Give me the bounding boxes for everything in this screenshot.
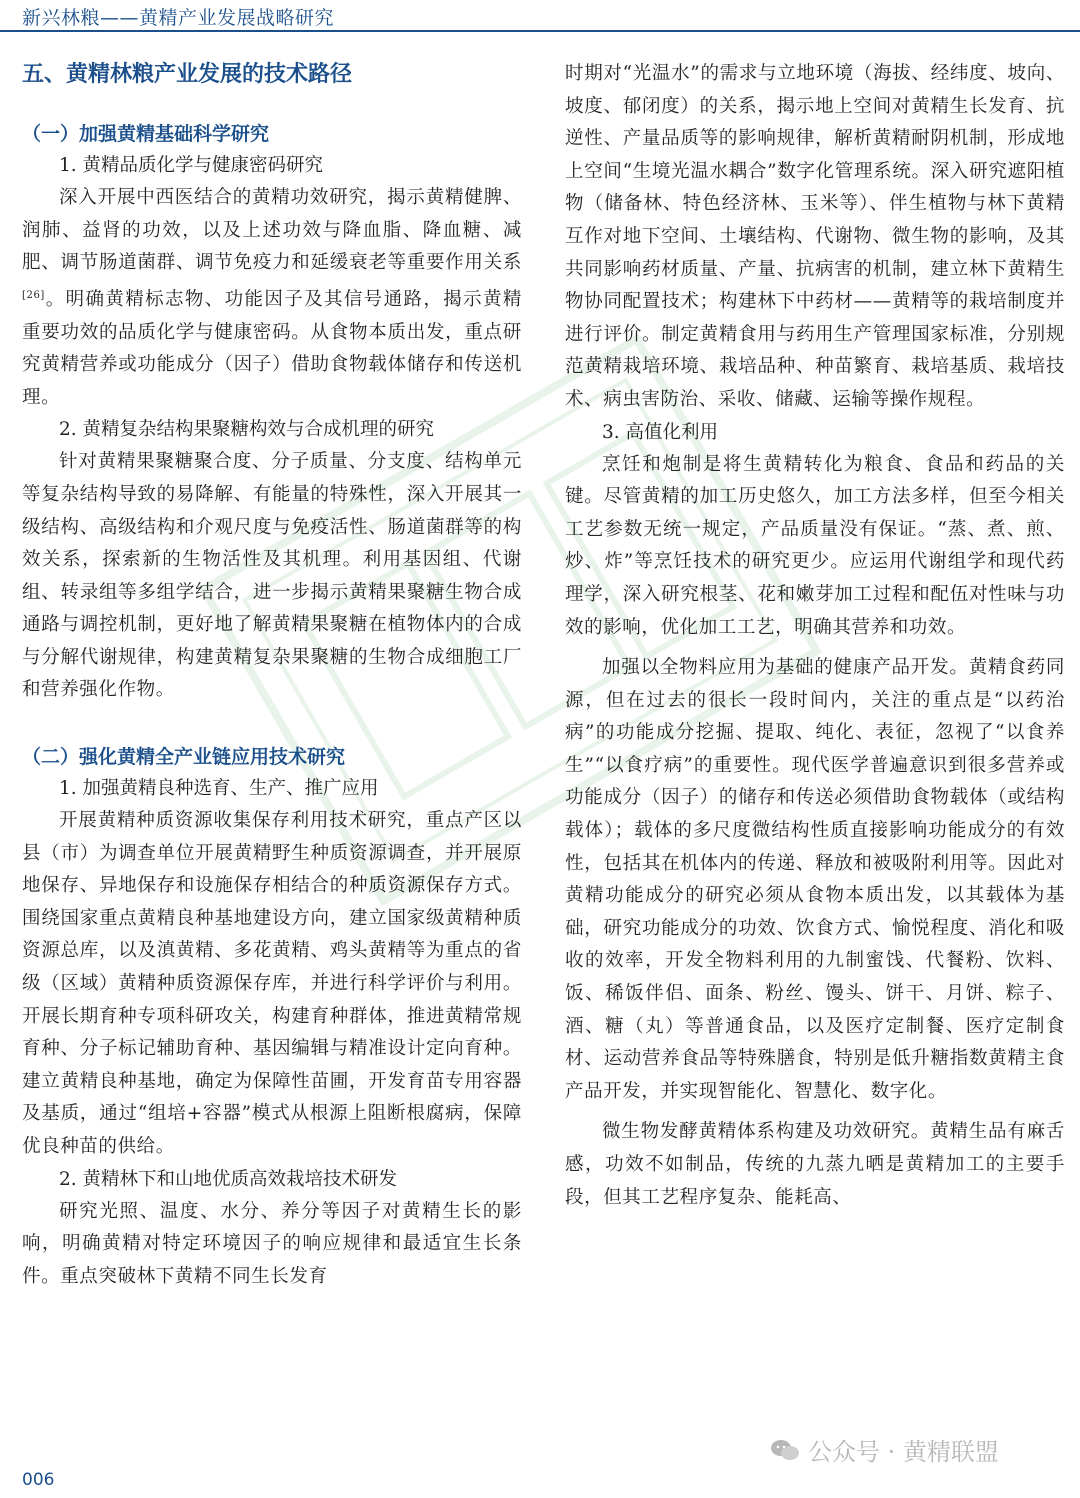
right-column <box>565 58 1065 1214</box>
paragraph-2-3-a: 烹饪和炮制是将生黄精转化为粮食、食品和药品的关键。尽管黄精的加工历史悠久，加工方法多样，但至今相关工艺参数无统一规定，产品质量没有保证。“蒸、煮、煎、炒、炸”等烹饪技术的研究更少。应运用代谢组学和现代药理学，深入研究根茎、花和嫩芽加工过程和配伍对性味与功效的影响，优化加工工艺，明确其营养和功效。 <box>565 453 1065 638</box>
header-title: 新兴林粮——黄精产业发展战略研究 <box>22 7 335 29</box>
wechat-watermark <box>770 1432 999 1467</box>
paragraph-2-2-continued: 时期对“光温水”的需求与立地环境（海拔、经纬度、坡向、坡度、郁闭度）的关系，揭示地上空间对黄精生长发育、抗逆性、产量品质等的影响规律，解析黄精耐阴机制，形成地上空间“生境光温水耦合”数字化管理系统。深入研究遮阳植物（储备林、特色经济林、玉米等）、伴生植物与林下黄精互作对地下空间、土壤结构、代谢物、微生物的影响，及其共同影响药材质量、产量、抗病害的机制，建立林下黄精生物协同配置技术；构建林下中药材——黄精等的栽培制度并进行评价。制定黄精食用与药用生产管理国家标准，分别规范黄精栽培环境、栽培品种、种苗繁育、栽培基质、栽培技术、病虫害防治、采收、储藏、运输等操作规程。 <box>565 63 1065 410</box>
subsection-title-1: （一）加强黄精基础科学研究 <box>22 123 270 145</box>
paragraph-1-1-text-a: 深入开展中西医结合的黄精功效研究，揭示黄精健脾、润肺、益肾的功效，以及上述功效与降血脂、降血糖、减肥、调节肠道菌群、调节免疫力和延缓衰老等重要作用关系 <box>22 187 522 274</box>
paragraph-2-2-start: 研究光照、温度、水分、养分等因子对黄精生长的影响，明确黄精对特定环境因子的响应规律和最适宜生长条件。重点突破林下黄精不同生长发育 <box>22 1200 522 1287</box>
wechat-icon <box>770 1438 800 1462</box>
item-title-2-1: 1. 加强黄精良种选育、生产、推广应用 <box>59 778 379 800</box>
paragraph-1-1-text-b: 。明确黄精标志物、功能因子及其信号通路，揭示黄精重要功效的品质化学与健康密码。从食物本质出发，重点研究黄精营养或功能成分（因子）借助食物载体储存和传送机理。 <box>22 288 522 408</box>
page-number: 006 <box>22 1470 55 1490</box>
reference-marker: [26] <box>22 289 45 301</box>
running-header <box>0 0 1080 32</box>
paragraph-1-1 <box>22 182 522 414</box>
item-title-2-3: 3. 高值化利用 <box>602 421 719 443</box>
paragraph-2-1: 开展黄精种质资源收集保存利用技术研究，重点产区以县（市）为调查单位开展黄精野生种质资源调查，并开展原地保存、异地保存和设施保存相结合的种质资源保存方式。围绕国家重点黄精良种基地建设方向，建立国家级黄精种质资源总库，以及滇黄精、多花黄精、鸡头黄精等为重点的省级（区域）黄精种质资源保存库，并进行科学评价与利用。开展长期育种专项科研攻关，构建育种群体，推进黄精常规育种、分子标记辅助育种、基因编辑与精准设计定向育种。建立黄精良种基地，确定为保障性苗圃，开发育苗专用容器及基质，通过“组培+容器”模式从根源上阻断根腐病，保障优良种苗的供给。 <box>22 810 522 1157</box>
subsection-title-2: （二）强化黄精全产业链应用技术研究 <box>22 746 346 769</box>
item-title-1-2: 2. 黄精复杂结构果聚糖构效与合成机理的研究 <box>59 419 435 441</box>
paragraph-2-3-c: 微生物发酵黄精体系构建及功效研究。黄精生品有麻舌感，功效不如制品，传统的九蒸九晒是黄精加工的主要手段，但其工艺程序复杂、能耗高、 <box>565 1121 1065 1208</box>
header-rule <box>0 30 1080 32</box>
paragraph-1-2: 针对黄精果聚糖聚合度、分子质量、分支度、结构单元等复杂结构导致的易降解、有能量的特殊性，深入开展其一级结构、高级结构和介观尺度与免疫活性、肠道菌群等的构效关系，探索新的生物活性及其机理。利用基因组、代谢组、转录组等多组学结合，进一步揭示黄精果聚糖生物合成通路与调控机制，更好地了解黄精果聚糖在植物体内的合成与分解代谢规律，构建黄精复杂果聚糖的生物合成细胞工厂和营养强化作物。 <box>22 451 522 701</box>
paragraph-2-3-b: 加强以全物料应用为基础的健康产品开发。黄精食药同源，但在过去的很长一段时间内，关注的重点是“以药治病”的功能成分挖掘、提取、纯化、表征，忽视了“以食养生”“以食疗病”的重要性。现代医学普遍意识到很多营养或功能成分（因子）的储存和传送必须借助食物载体（或结构载体）；载体的多尺度微结构性质直接影响功能成分的有效性，包括其在机体内的传递、释放和被吸附利用等。因此对黄精功能成分的研究必须从食物本质出发，以其载体为基础，研究功能成分的功效、饮食方式、愉悦程度、消化和吸收的效率，开发全物料利用的九制蜜饯、代餐粉、饮料、饭、稀饭伴侣、面条、粉丝、馒头、饼干、月饼、粽子、酒、糖（丸）等普通食品，以及医疗定制餐、医疗定制食材、运动营养食品等特殊膳食，特别是低升糖指数黄精主食产品开发，并实现智能化、智慧化、数字化。 <box>565 657 1065 1102</box>
item-title-1-1: 1. 黄精品质化学与健康密码研究 <box>59 155 324 176</box>
section-title: 五、黄精林粮产业发展的技术路径 <box>22 62 353 87</box>
item-title-2-2: 2. 黄精林下和山地优质高效栽培技术研发 <box>59 1168 398 1190</box>
left-column <box>22 58 522 1293</box>
watermark-text: 公众号 · 黄精联盟 <box>808 1438 999 1466</box>
